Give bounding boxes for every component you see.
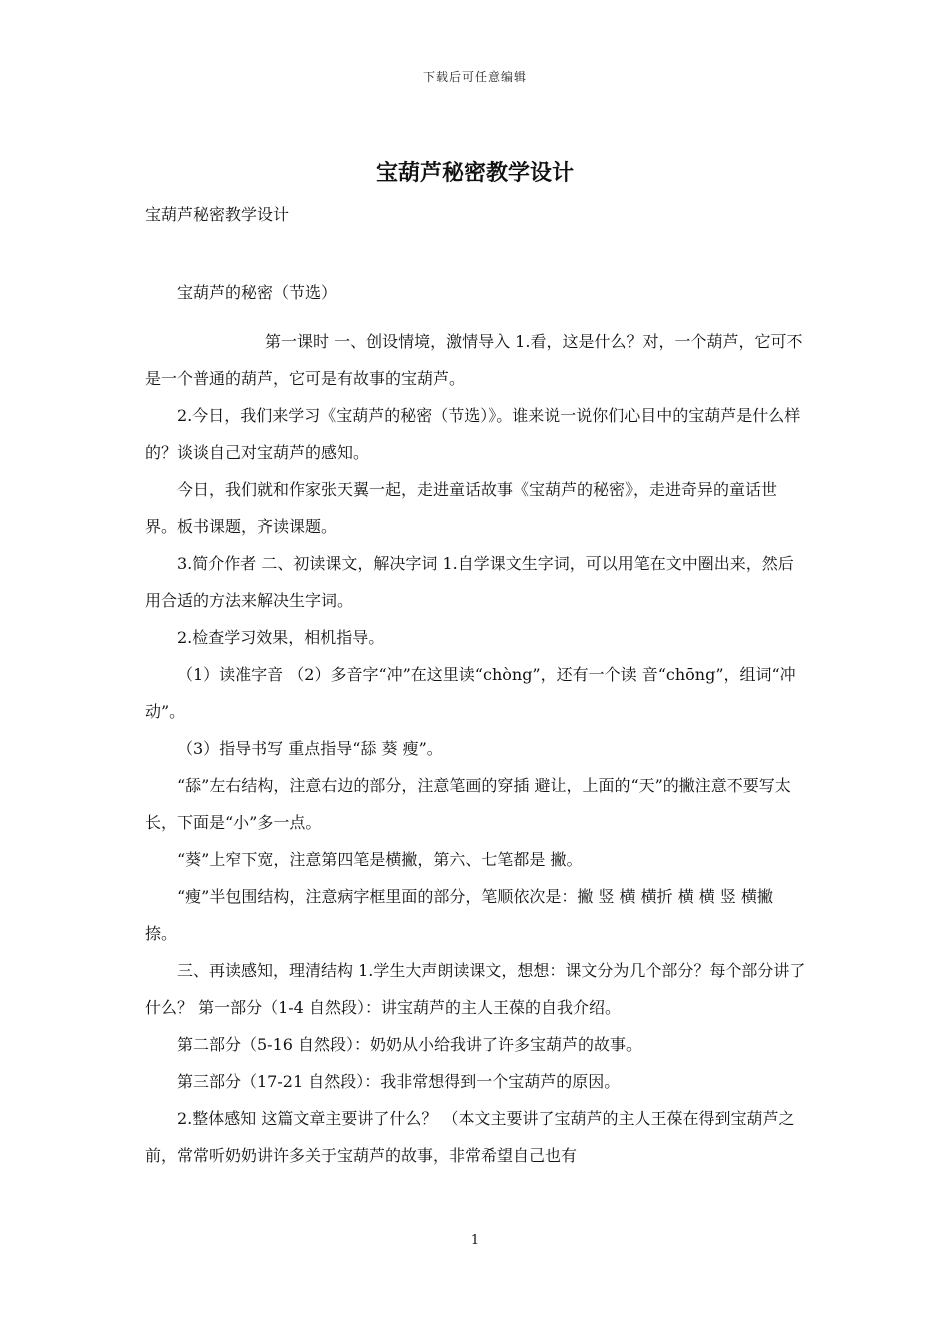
paragraph: 第三部分（17-21 自然段）：我非常想得到一个宝葫芦的原因。 (177, 1072, 621, 1091)
document-body (145, 274, 807, 1174)
paragraph: 第一课时 一、创设情境，激情导入 1.看，这是什么？对，一个葫芦，它可不是一个普通的葫芦，它可是有故事的宝葫芦。 (145, 332, 803, 388)
paragraph: “舔”左右结构，注意右边的部分，注意笔画的穿插 避让，上面的“天”的撇注意不要写太长，下面是“小”多一点。 (145, 776, 791, 832)
page-header: 下载后可任意编辑 (422, 70, 527, 84)
paragraph: 2.整体感知 这篇文章主要讲了什么？ （本文主要讲了宝葫芦的主人王葆在得到宝葫芦之前，常常听奶奶讲许多关于宝葫芦的故事，非常希望自己也有 (145, 1109, 795, 1165)
paragraph: “瘦”半包围结构，注意病字框里面的部分，笔顺依次是：撇 竖 横 横折 横 横 竖 横撇 捺。 (145, 887, 773, 943)
paragraph-section-heading: 宝葫芦的秘密（节选） (177, 283, 338, 302)
paragraph: 第二部分（5-16 自然段）：奶奶从小给我讲了许多宝葫芦的故事。 (177, 1035, 643, 1054)
paragraph: “葵”上窄下宽，注意第四笔是横撇，第六、七笔都是 撇。 (177, 850, 583, 869)
paragraph: 3.简介作者 二、初读课文，解决字词 1.自学课文生字词，可以用笔在文中圈出来，然后用合适的方法来解决生字词。 (145, 554, 794, 610)
paragraph: 2.今日，我们来学习《宝葫芦的秘密（节选）》。谁来说一说你们心目中的宝葫芦是什么样的？谈谈自己对宝葫芦的感知。 (145, 406, 801, 462)
paragraph: 三、再读感知，理清结构 1.学生大声朗读课文，想想：课文分为几个部分？每个部分讲了什么？ 第一部分（1-4 自然段）：讲宝葫芦的主人王葆的自我介绍。 (145, 961, 806, 1017)
paragraph: （1）读准字音 （2）多音字“冲”在这里读“chòng”，还有一个读 音“chōng”，组词“冲动”。 (145, 665, 796, 721)
page-number: 1 (470, 1233, 480, 1248)
paragraph: 2.检查学习效果，相机指导。 (177, 628, 385, 647)
paragraph: （3）指导书写 重点指导“舔 葵 瘦”。 (177, 739, 443, 758)
document-subtitle: 宝葫芦秘密教学设计 (145, 205, 290, 224)
paragraph: 今日，我们就和作家张天翼一起，走进童话故事《宝葫芦的秘密》，走进奇异的童话世界。板书课题，齐读课题。 (145, 480, 778, 536)
document-title: 宝葫芦秘密教学设计 (375, 161, 574, 186)
